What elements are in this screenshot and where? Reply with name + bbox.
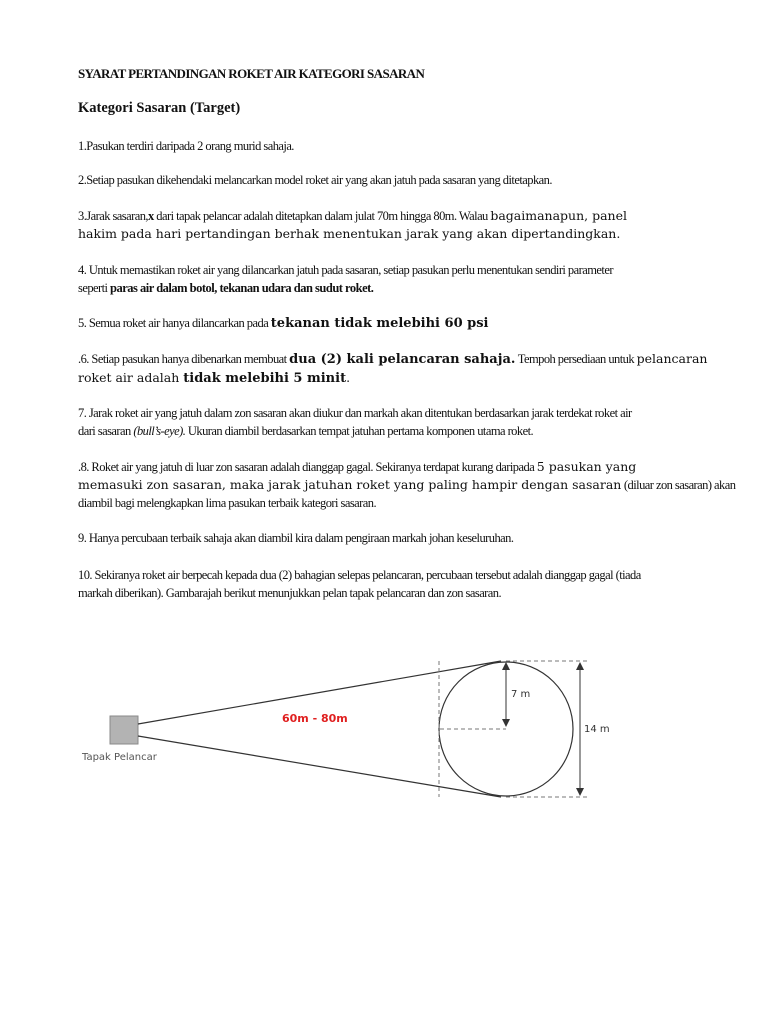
launcher-label: Tapak Pelancar — [82, 752, 157, 763]
lower-boundary-line — [138, 736, 501, 797]
rule-2: 2.Setiap pasukan dikehendaki melancarkan model roket air yang akan jatuh pada sasaran yang ditetapkan. — [78, 173, 552, 187]
distance-label: 60m - 80m — [282, 712, 348, 725]
radius-label: 7 m — [511, 689, 531, 700]
rule-8: .8. Roket air yang jatuh di luar zon sasaran adalah dianggap gagal. Sekiranya terdapat kurang daripada 5 pasukan yang memasuki zon sasaran, maka jarak jatuhan roket yang paling hampir dengan sasaran (diluar zon sasaran) akan diambil bagi melengkapkan lima pasukan terbaik kategori sasaran. — [78, 459, 736, 510]
rule-5: 5. Semua roket air hanya dilancarkan pada tekanan tidak melebihi 60 psi — [78, 316, 489, 331]
rule-4: 4. Untuk memastikan roket air yang dilancarkan jatuh pada sasaran, setiap pasukan perlu menentukan sendiri parameter seperti paras air dalam botol, tekanan udara dan sudut roket. — [78, 263, 613, 295]
document-subtitle: Kategori Sasaran (Target) — [78, 100, 241, 116]
launch-pad-shape — [110, 716, 138, 744]
diameter-arrow-head-bottom — [576, 788, 584, 796]
rule-7: 7. Jarak roket air yang jatuh dalam zon sasaran akan diukur dan markah akan ditentukan berdasarkan jarak terdekat roket air dari sasaran (bull’s-eye). Ukuran diambil berdasarkan tempat jatuhan pertama komponen utama roket. — [78, 406, 632, 438]
rule-1: 1.Pasukan terdiri daripada 2 orang murid sahaja. — [78, 139, 294, 153]
document-title: SYARAT PERTANDINGAN ROKET AIR KATEGORI SASARAN — [78, 66, 425, 81]
rule-3: 3.Jarak sasaran,x dari tapak pelancar adalah ditetapkan dalam julat 70m hingga 80m. Walau bagaimanapun, panel hakim pada hari pertandingan berhak menentukan jarak yang akan dipertandingkan. — [78, 208, 628, 241]
rule-9: 9. Hanya percubaan terbaik sahaja akan diambil kira dalam pengiraan markah johan keseluruhan. — [78, 531, 514, 545]
radius-arrow-head-bottom — [502, 719, 510, 727]
rule-10: 10. Sekiranya roket air berpecah kepada dua (2) bahagian selepas pelancaran, percubaan tersebut adalah dianggap gagal (tiada markah diberikan). Gambarajah berikut menunjukkan pelan tapak pelancaran dan zon sasaran. — [78, 568, 641, 600]
rule-6: .6. Setiap pasukan hanya dibenarkan membuat dua (2) kali pelancaran sahaja. Tempoh persediaan untuk pelancaran roket air adalah tidak melebihi 5 minit. — [78, 351, 708, 386]
diameter-label: 14 m — [584, 724, 610, 735]
diameter-arrow-head-top — [576, 662, 584, 670]
radius-arrow-head-top — [502, 662, 510, 670]
